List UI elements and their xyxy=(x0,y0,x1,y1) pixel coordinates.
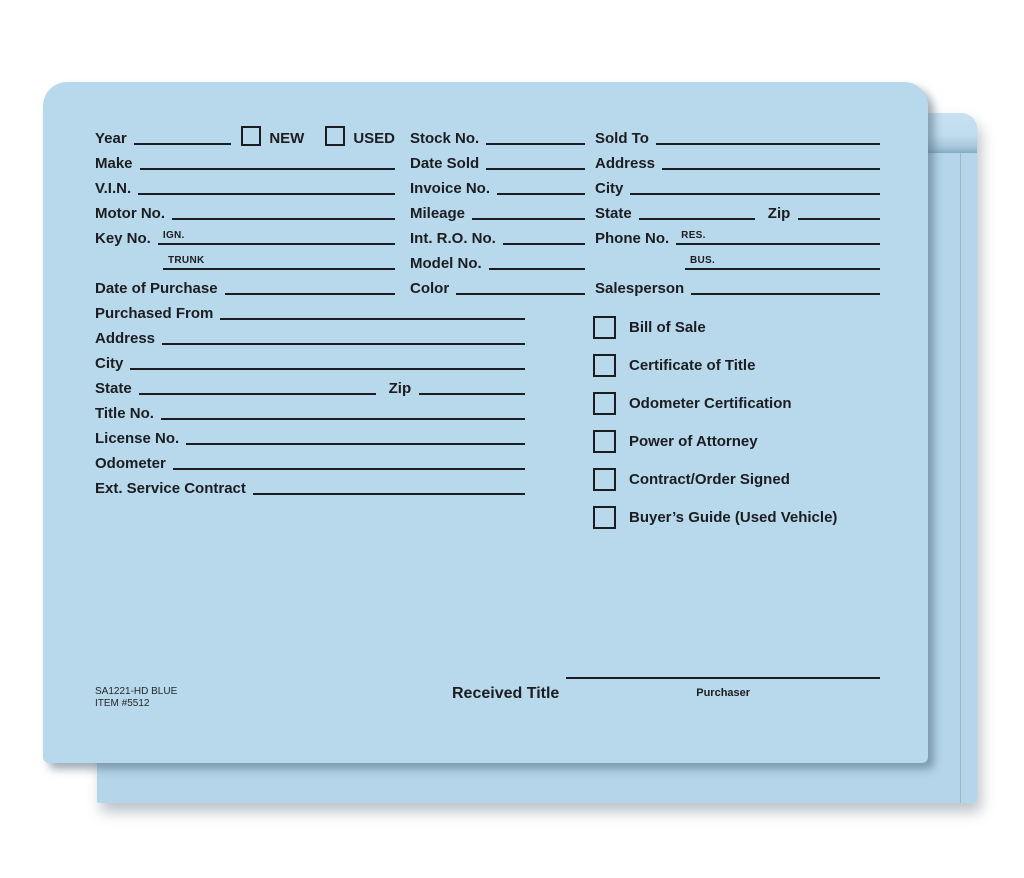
phone-res-field-line xyxy=(676,230,880,245)
title-no-field xyxy=(95,398,525,423)
right-column xyxy=(595,123,880,298)
title-no-field-line xyxy=(161,417,525,420)
buyer-address-field-line xyxy=(662,167,880,170)
key-no-label: Key No. xyxy=(95,230,151,247)
stock-no-label: Stock No. xyxy=(410,130,480,147)
year-field-line xyxy=(134,142,232,145)
int-ro-no-field-line xyxy=(503,242,585,245)
middle-column xyxy=(410,123,585,298)
new-label: NEW xyxy=(269,130,305,147)
year-label: Year xyxy=(95,130,127,147)
product-codes xyxy=(95,686,177,710)
buyer-city-label: City xyxy=(595,180,624,197)
envelope-back-seam xyxy=(960,153,962,803)
odometer-label: Odometer xyxy=(95,455,166,472)
buyer-zip-label: Zip xyxy=(767,205,791,222)
phone-bus-field xyxy=(595,248,880,273)
invoice-no-field-line xyxy=(497,192,585,195)
mileage-label: Mileage xyxy=(410,205,466,222)
buyer-address-field xyxy=(595,148,880,173)
received-title-block xyxy=(452,676,880,703)
checklist-item-label: Odometer Certification xyxy=(629,394,792,412)
date-sold-field xyxy=(410,148,585,173)
seller-address-label: Address xyxy=(95,330,156,347)
purchased-from-field xyxy=(95,298,525,323)
motor-no-field-line xyxy=(172,217,395,220)
checkbox-icon xyxy=(593,354,616,377)
make-field xyxy=(95,148,395,173)
checklist-item-label: Buyer’s Guide (Used Vehicle) xyxy=(629,508,838,526)
invoice-no-label: Invoice No. xyxy=(410,180,491,197)
buyer-state-zip-field xyxy=(595,198,880,223)
purchased-from-label: Purchased From xyxy=(95,305,214,322)
res-label: RES. xyxy=(681,230,706,241)
model-no-field-line xyxy=(489,267,585,270)
seller-city-field xyxy=(95,348,525,373)
used-label: USED xyxy=(353,130,395,147)
date-of-purchase-label: Date of Purchase xyxy=(95,280,218,297)
key-no-trunk-field xyxy=(95,248,395,273)
ext-service-contract-field-line xyxy=(253,492,525,495)
checklist-item-label: Power of Attorney xyxy=(629,432,758,450)
seller-zip-field-line xyxy=(419,392,525,395)
seller-address-field xyxy=(95,323,525,348)
model-no-field xyxy=(410,248,585,273)
mileage-field-line xyxy=(472,217,585,220)
envelope-front xyxy=(43,82,928,763)
received-title-line-wrap xyxy=(566,655,880,703)
received-title-field-line xyxy=(566,655,880,679)
seller-city-field-line xyxy=(130,367,525,370)
checklist-item-power-of-attorney xyxy=(593,422,905,460)
stock-no-field-line xyxy=(486,142,585,145)
motor-no-field xyxy=(95,198,395,223)
seller-state-zip-field xyxy=(95,373,525,398)
phone-bus-field-line xyxy=(685,255,880,270)
model-no-label: Model No. xyxy=(410,255,482,272)
phone-no-label: Phone No. xyxy=(595,230,670,247)
buyer-city-field xyxy=(595,173,880,198)
checklist-item-buyers-guide xyxy=(593,498,905,536)
salesperson-label: Salesperson xyxy=(595,280,685,297)
buyer-address-label: Address xyxy=(595,155,656,172)
seller-zip-label: Zip xyxy=(388,380,412,397)
title-no-label: Title No. xyxy=(95,405,154,422)
date-sold-field-line xyxy=(486,167,585,170)
odometer-field xyxy=(95,448,525,473)
color-label: Color xyxy=(410,280,450,297)
seller-state-field-line xyxy=(139,392,376,395)
checkbox-icon xyxy=(593,316,616,339)
checkbox-icon xyxy=(593,506,616,529)
motor-no-label: Motor No. xyxy=(95,205,165,222)
purchased-from-field-line xyxy=(220,317,525,320)
checklist-item-certificate-of-title xyxy=(593,346,905,384)
checklist-item-bill-of-sale xyxy=(593,308,905,346)
sold-to-label: Sold To xyxy=(595,130,649,147)
received-title-field xyxy=(452,676,880,703)
year-field xyxy=(95,123,395,148)
received-title-label: Received Title xyxy=(452,685,560,702)
date-of-purchase-field xyxy=(95,273,395,298)
checkbox-icon xyxy=(593,468,616,491)
int-ro-no-label: Int. R.O. No. xyxy=(410,230,496,247)
checkbox-icon xyxy=(593,430,616,453)
checkbox-icon xyxy=(593,392,616,415)
license-no-field-line xyxy=(186,442,525,445)
date-sold-label: Date Sold xyxy=(410,155,480,172)
make-field-line xyxy=(140,167,395,170)
make-label: Make xyxy=(95,155,133,172)
left-column xyxy=(95,123,395,298)
document-checklist xyxy=(593,308,905,536)
salesperson-field xyxy=(595,273,880,298)
license-no-label: License No. xyxy=(95,430,180,447)
checklist-item-label: Contract/Order Signed xyxy=(629,470,790,488)
seller-state-label: State xyxy=(95,380,132,397)
odometer-field-line xyxy=(173,467,525,470)
mileage-field xyxy=(410,198,585,223)
vin-field xyxy=(95,173,395,198)
license-no-field xyxy=(95,423,525,448)
buyer-state-label: State xyxy=(595,205,632,222)
bus-label: BUS. xyxy=(690,255,716,266)
checklist-item-odometer-certification xyxy=(593,384,905,422)
vin-field-line xyxy=(138,192,395,195)
sold-to-field-line xyxy=(656,142,880,145)
purchase-block xyxy=(95,298,525,498)
seller-city-label: City xyxy=(95,355,124,372)
buyer-zip-field-line xyxy=(798,217,880,220)
seller-address-field-line xyxy=(162,342,525,345)
date-of-purchase-field-line xyxy=(225,292,395,295)
invoice-no-field xyxy=(410,173,585,198)
color-field xyxy=(410,273,585,298)
purchaser-label: Purchaser xyxy=(696,687,751,699)
buyer-state-field-line xyxy=(639,217,755,220)
key-no-ign-field xyxy=(95,223,395,248)
int-ro-no-field xyxy=(410,223,585,248)
sold-to-field xyxy=(595,123,880,148)
trunk-label: TRUNK xyxy=(168,255,205,266)
vin-label: V.I.N. xyxy=(95,180,132,197)
new-checkbox-icon xyxy=(241,126,261,146)
ext-service-contract-field xyxy=(95,473,525,498)
color-field-line xyxy=(456,292,585,295)
top-field-columns xyxy=(95,123,885,301)
checklist-item-contract-order-signed xyxy=(593,460,905,498)
stock-no-field xyxy=(410,123,585,148)
salesperson-field-line xyxy=(691,292,880,295)
item-code: ITEM #5512 xyxy=(95,698,150,709)
phone-res-field xyxy=(595,223,880,248)
checklist-item-label: Bill of Sale xyxy=(629,318,706,336)
buyer-city-field-line xyxy=(630,192,880,195)
ext-service-contract-label: Ext. Service Contract xyxy=(95,480,246,497)
ign-label: IGN. xyxy=(162,230,185,241)
used-checkbox-icon xyxy=(325,126,345,146)
checklist-item-label: Certificate of Title xyxy=(629,356,756,374)
stock-code: SA1221-HD BLUE xyxy=(95,686,178,697)
key-no-ign-field-line xyxy=(158,230,395,245)
key-no-trunk-field-line xyxy=(163,255,395,270)
